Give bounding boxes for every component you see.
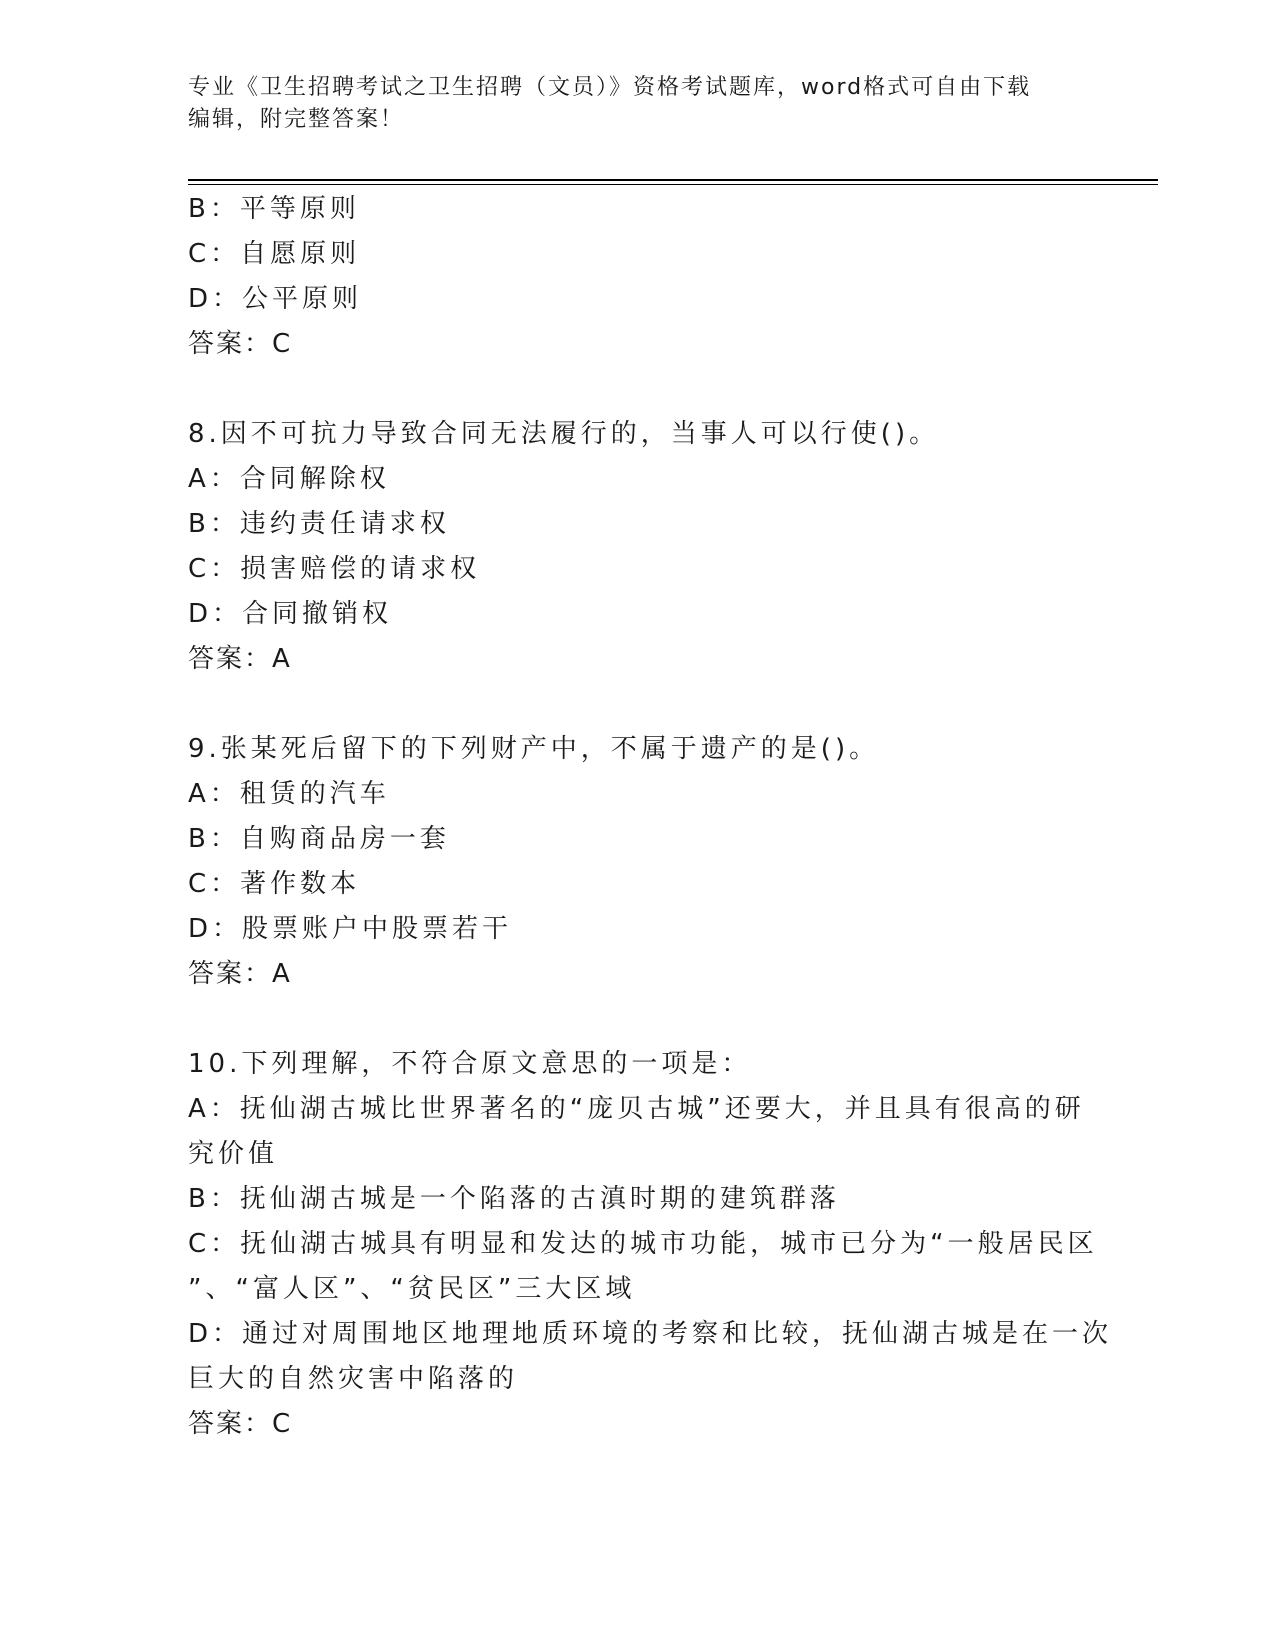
q10-option-d-line-2: 巨大的自然灾害中陷落的	[188, 1364, 519, 1394]
q9-option-a: A：租赁的汽车	[188, 779, 390, 809]
q9-option-b: B：自购商品房一套	[188, 824, 450, 854]
document-header	[188, 72, 1088, 136]
header-line-1: 专业《卫生招聘考试之卫生招聘（文员）》资格考试题库，word格式可自由下载	[188, 75, 1032, 100]
q8-question: 8.因不可抗力导致合同无法履行的，当事人可以行使()。	[188, 419, 940, 449]
q8-option-a: A：合同解除权	[188, 464, 390, 494]
q8-option-c: C：损害赔偿的请求权	[188, 554, 481, 584]
q8-answer: 答案：A	[188, 644, 292, 674]
q7-answer: 答案：C	[188, 329, 293, 359]
q7-option-b: B：平等原则	[188, 194, 360, 224]
q7-option-d: D：公平原则	[188, 284, 363, 314]
q9-question: 9.张某死后留下的下列财产中，不属于遗产的是()。	[188, 734, 880, 764]
header-divider-thick	[188, 179, 1158, 181]
q10-option-a-line-1: A：抚仙湖古城比世界著名的“庞贝古城”还要大，并且具有很高的研	[188, 1094, 1085, 1124]
q10-option-c-line-1: C：抚仙湖古城具有明显和发达的城市功能，城市已分为“一般居民区	[188, 1229, 1098, 1259]
header-divider-thin	[188, 184, 1158, 185]
q10-option-b: B：抚仙湖古城是一个陷落的古滇时期的建筑群落	[188, 1184, 840, 1214]
q10-option-d-line-1: D：通过对周围地区地理地质环境的考察和比较，抚仙湖古城是在一次	[188, 1319, 1113, 1349]
q7-option-c: C：自愿原则	[188, 239, 361, 269]
q9-answer: 答案：A	[188, 959, 292, 989]
q9-option-c: C：著作数本	[188, 869, 361, 899]
q8-option-d: D：合同撤销权	[188, 599, 393, 629]
q10-option-c-line-2: ”、“富人区”、“贫民区”三大区域	[188, 1274, 636, 1304]
q8-option-b: B：违约责任请求权	[188, 509, 450, 539]
q10-option-a-line-2: 究价值	[188, 1139, 279, 1169]
header-line-2: 编辑，附完整答案！	[188, 107, 405, 132]
q10-question: 10.下列理解，不符合原文意思的一项是：	[188, 1049, 752, 1079]
q9-option-d: D：股票账户中股票若干	[188, 914, 513, 944]
q10-answer: 答案：C	[188, 1409, 293, 1439]
